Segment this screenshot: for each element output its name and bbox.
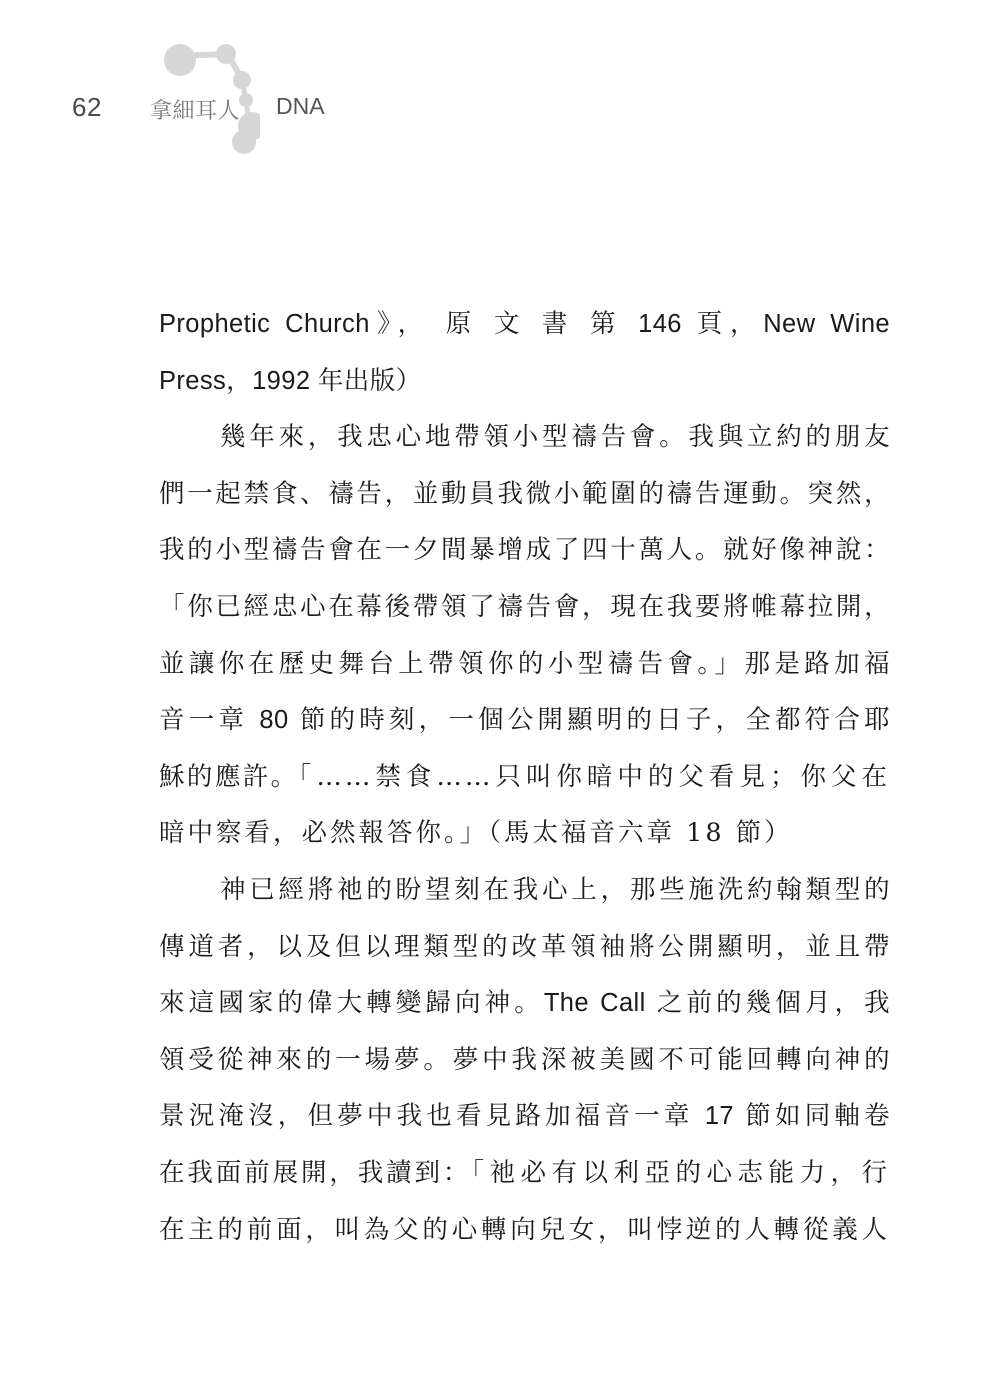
page-number: 62 xyxy=(72,92,102,122)
text-line: 來這國家的偉大轉變歸向神。The Call 之前的幾個月，我 xyxy=(159,989,890,1018)
text-segment: 穌的應許。 xyxy=(159,762,299,791)
paragraph-start-line: 幾年來，我忠心地帶領小型禱告會。我與立約的朋友 xyxy=(220,423,890,452)
text-line: 並讓你在歷史舞台上帶領你的小型禱告會。」那是路加福 xyxy=(159,649,890,678)
scripture-quote-line: 在主的前面，叫為父的心轉向兒女，叫悖逆的人轉從義人 xyxy=(159,1214,890,1245)
text-line: 傳道者，以及但以理類型的改革領袖將公開顯明，並且帶 xyxy=(159,932,890,961)
text-line: 音一章 80 節的時刻，一個公開顯明的日子，全都符合耶 xyxy=(159,706,890,735)
scripture-quote: 「祂必有以利亞的心志能力，行 xyxy=(471,1157,890,1188)
text-line: 景況淹沒，但夢中我也看見路加福音一章 17 節如同軸卷 xyxy=(159,1102,890,1131)
text-line: 們一起禁食、禱告，並動員我微小範圍的禱告運動。突然， xyxy=(159,479,890,508)
paragraph-start-line: 神已經將祂的盼望刻在我心上，那些施洗約翰類型的 xyxy=(220,875,890,904)
text-line: Press，1992 年出版） xyxy=(159,366,422,395)
text-line-mixed xyxy=(159,1145,890,1202)
text-line-mixed xyxy=(159,749,890,806)
text-line: 領受從神來的一場夢。夢中我深被美國不可能回轉向神的 xyxy=(159,1045,890,1074)
page-header xyxy=(0,0,1000,170)
text-line: 我的小型禱告會在一夕間暴增成了四十萬人。就好像神說： xyxy=(159,536,890,565)
running-title-latin: DNA xyxy=(276,93,325,119)
running-title: 拿細耳人 xyxy=(150,99,241,124)
scripture-quote: 「……禁食……只叫你暗中的父看見；你父在 xyxy=(298,761,890,792)
text-line: 「你已經忠心在幕後帶領了禱告會，現在我要將帷幕拉開， xyxy=(159,592,890,621)
text-line: Prophetic Church》， 原 文 書 第 146 頁，New Wine xyxy=(159,310,890,338)
text-segment: 在我面前展開，我讀到： xyxy=(159,1158,472,1187)
body-text xyxy=(159,296,890,1258)
scripture-quote-line: 暗中察看，必然報答你。」（馬太福音六章 18 節） xyxy=(159,818,793,849)
